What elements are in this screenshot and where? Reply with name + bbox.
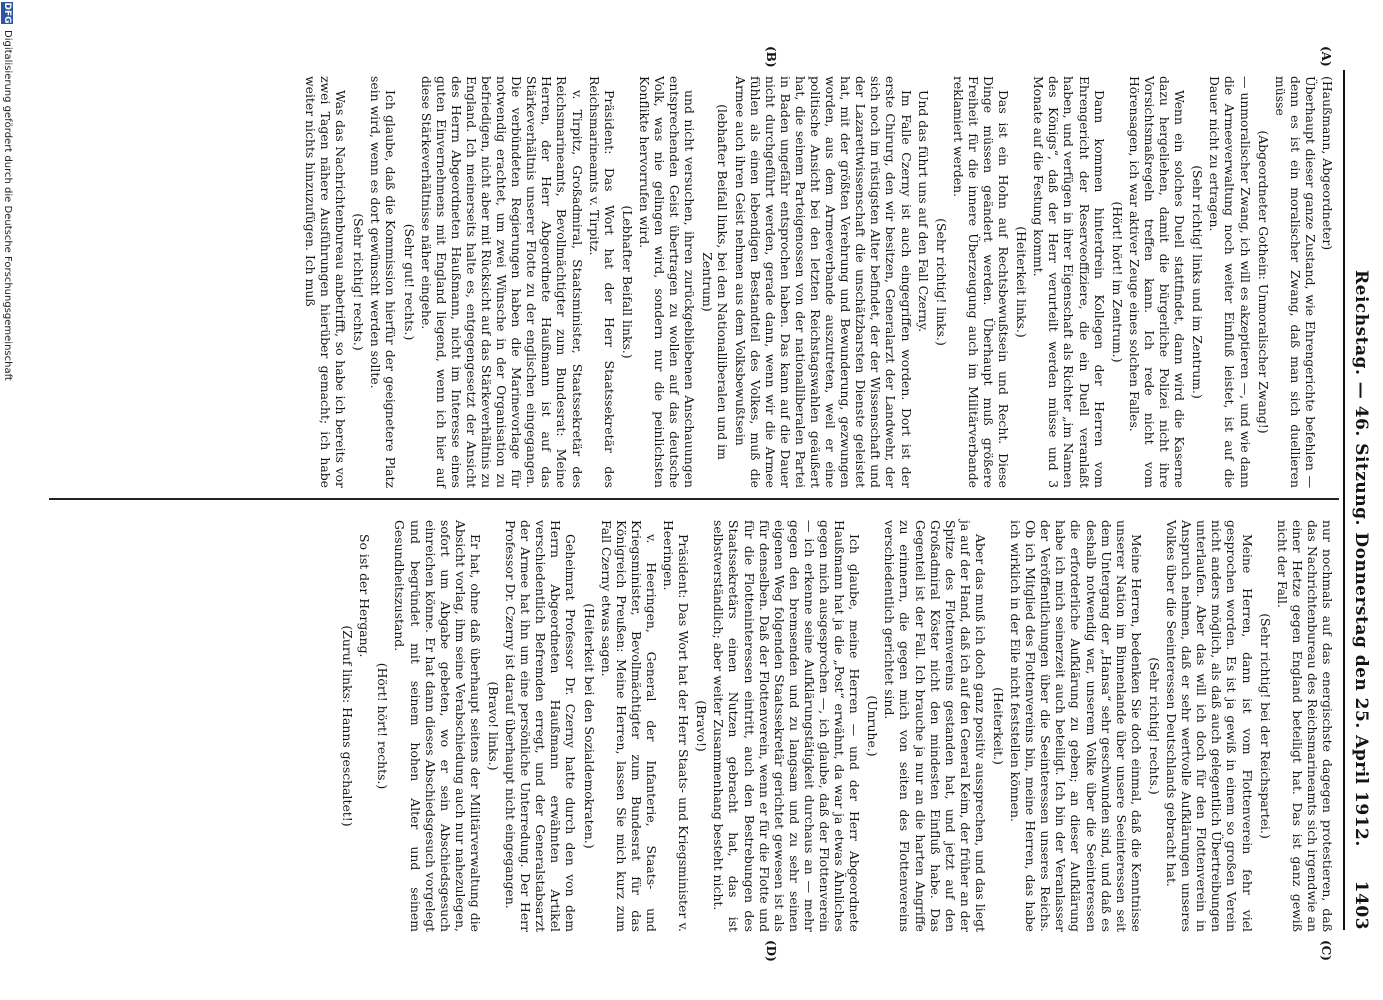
paragraph: So ist der Hergang. bbox=[357, 534, 373, 658]
interjection: (Lebhafter Beifall links.) bbox=[619, 205, 635, 359]
interjection: (Sehr richtig! links und im Zentrum.) bbox=[1190, 165, 1206, 399]
margin-mark-b: (B) bbox=[764, 46, 778, 68]
footer bbox=[0, 0, 13, 1000]
paragraph: Er hat, ohne daß überhaupt seitens der Militärverwaltung die Absicht vorlag, ihm seine Verabschiedung auch nur nahezulegen, sofort um Abgabe gebeten, wo er sein Abschiedsgesuch einreichen könne. Er hat dann dieses Abschiedsgesuch vorgelegt und begründet mit seinem hohen Alter und seinem Gesundheitszustand. bbox=[392, 520, 483, 932]
margin-mark-d: (D) bbox=[764, 940, 778, 962]
interjection: (Sehr gut! rechts.) bbox=[401, 223, 417, 341]
paragraph: Geheimrat Professor Dr. Czerny hatte durch den von dem Herrn Abgeordneten Haußmann erwähnten Artikel verschiedentlich Befremden erregt, und der Generalstabsarzt der Armee hat ihn um eine persönliche Unterredung. Der Herr Professor Dr. Czerny ist darauf überhaupt nicht eingegangen. bbox=[503, 520, 579, 932]
paragraph: Wenn ein solches Duell stattfindet, dann wird die Kaserne dazu hergeliehen, damit die bürgerliche Polizei nicht ihre Vorsichtsmaßregeln treffen kann. Ich rede nicht vom Hörensagen, ich war aktiver Zeuge eines solchen Falles. bbox=[1126, 76, 1188, 488]
funding-credit: Digitalisierung gefördert durch die Deutsche Forschungsgemeinschaft bbox=[2, 30, 13, 381]
running-title: Reichstag. — 46. Sitzung. Donnerstag den 25. April 1912. bbox=[1351, 270, 1371, 847]
paragraph: Überhaupt dieser ganze Zustand, wie Ehrengerichte befehlen — denn es ist ein moralischer Zwang, daß man sich duellieren müsse bbox=[1272, 76, 1318, 488]
paragraph: Meine Herren, bedenken Sie doch einmal, daß die Kenntnisse unserer Nation im Binnenlande über unsere Seeinteressen seit dem Untergang der „Hansa“ sehr geschwunden sind, und daß es deshalb notwendig war, unserem Volke über die Seeinteressen die erforderliche Aufklärung zu geben; an dieser Aufklärung habe ich mich seinerzeit auch beteiligt. Ich bin der Veranlasser der Veröffentlichungen über die Seeinteressen unseres Reichs. Ob ich Mitglied des Flottenvereins bin, meine Herren, das habe ich wirklich in der Eile nicht feststellen können. bbox=[1008, 520, 1144, 932]
paragraph: Im Falle Czerny ist auch eingegriffen worden. Dort ist der erste Chirurg, den wir besitzen, Generalarzt der Landwehr, der sich noch im rüstigsten Alter befindet, der der Wissenschaft und der Lazarettwissenschaft die unschätzbarsten Dienste geleistet hat, mit der größten Verehrung und Bewunderung, gezwungen worden, aus dem Armeeverbande auszutreten, weil er eine politische Ansicht bei den letzten Reichstagswahlen geäußert hat, die seinem Parteigenossen von der nationalliberalen Partei in Baden ungefähr entsprochen haben. Das kann auf die Dauer nicht durchgeführt werden, gerade dann, wenn wir die Armee fühlen als einen lebendigen Bestandteil des Volkes, muß die Armee auch ihren Geist nehmen aus dem Volksbewußtsein bbox=[732, 76, 914, 488]
paragraph: Was das Nachrichtenbureau anbetrifft, so habe ich bereits vor zwei Tagen nähere Ausführungen hierüber gemacht; ich habe weiter nichts hinzuzufügen. Ich muß bbox=[303, 76, 349, 488]
interjection: (Sehr richtig! links.) bbox=[933, 218, 949, 346]
paragraph: Ich glaube, daß die Kommission hierfür der geeignetere Platz sein wird, wenn es dort gewünscht werden sollte. bbox=[368, 76, 399, 488]
interjection: (Abgeordneter Gothein: Unmoralischer Zwang!) bbox=[1255, 130, 1271, 434]
paragraph: nur nochmals auf das energischste dagegen protestieren, daß das Nachrichtenbureau des Reichsmarineamts sich irgendwie an einer Hetze gegen England beteiligt hat. Das ist ganz gewiß nicht der Fall. bbox=[1274, 520, 1335, 932]
column-divider bbox=[49, 498, 1339, 500]
interjection: (Heiterkeit bei den Sozialdemokraten.) bbox=[581, 603, 597, 849]
dfg-logo: DFG bbox=[2, 2, 12, 24]
interjection: (Heiterkeit.) bbox=[991, 687, 1007, 765]
paragraph: Meine Herren, dann ist vom Flottenverein fehr viel gesprochen worden. Es ist ja gewiß in einem so großen Verein nicht anders möglich, als daß auch gelegentlich Übertreibungen unterlaufen. Aber das will ich doch für den Flottenverein in Anspruch nehmen, daß er sehr wertvolle Aufklärungen unseres Volkes über die Seeinteressen Deutschlands gebracht hat. bbox=[1164, 520, 1255, 932]
left-column bbox=[65, 76, 1335, 488]
interjection: (lebhafter Beifall links, bei den Nationalliberalen und im Zentrum) bbox=[700, 104, 731, 460]
interjection: (Hört! hört! rechts.) bbox=[375, 662, 391, 790]
paragraph: Dann kommen hinterdrein Kollegen der Herren vom Ehrengericht der Reserveoffiziere, die ein Duell veranlaßt haben, und verfügen in ihrer Eigenschaft als Richter „im Namen des Königs“, daß der Herr verurteilt werden müsse und 3 Monate auf die Festung kommt. bbox=[1031, 76, 1107, 488]
paragraph: — unmoralischer Zwang, ich will es akzeptieren —, und wie dann die Armeeverwaltung noch weiter Einfluß leistet, ist auf die Dauer nicht zu ertragen. bbox=[1207, 76, 1253, 488]
paragraph: Aber das muß ich doch ganz positiv aussprechen, und das liegt ja auf der Hand, daß ich auf den General Keim, der früher an der Spitze des Flottenvereins gestanden hat, und jetzt auf den Großadmiral Köster nicht den mindesten Einfluß habe. Das Gegenteil ist der Fall. Ich brauche ja nur an die harten Angriffe zu erinnern, die gegen mich von seiten des Flottenvereins verschiedentlich gerichtet sind. bbox=[882, 520, 988, 932]
interjection: (Sehr richtig! rechts.) bbox=[351, 213, 367, 351]
page-number: 1403 bbox=[1351, 880, 1371, 930]
right-column bbox=[65, 520, 1335, 932]
page-header bbox=[1343, 70, 1371, 930]
paragraph: und nicht versuchen, ihren zurückgebliebenen Anschauungen entsprechenden Geist übertragen zu wollen auf das deutsche Volk, was nie gelingen wird, sondern nur die peinlichsten Konflikte hervorrufen wird. bbox=[636, 76, 698, 488]
paragraph: Präsident: Das Wort hat der Herr Staats- und Kriegsminister v. Heeringen. bbox=[661, 520, 692, 932]
interjection: (Bravo! links.) bbox=[486, 681, 502, 771]
margin-mark-c: (C) bbox=[1319, 940, 1333, 961]
interjection: (Unruhe.) bbox=[865, 695, 881, 757]
interjection: (Heiterkeit links.) bbox=[1014, 226, 1030, 338]
interjection: (Hört! hört! im Zentrum.) bbox=[1109, 201, 1125, 363]
paragraph: v. Tirpitz, Großadmiral, Staatsminister, Staatssekretär des Reichsmarineamts, Bevollmächtigter zum Bundesrat: Meine Herren, der Herr Abgeordnete Haußmann ist auf das Stärkeverhältnis unserer Flotte zu der englischen eingegangen. Die verbündeten Regierungen haben die Marinevorlage für notwendig erachtet, um zwei Wünsche in der Organisation zu befriedigen, nicht aber mit Rücksicht auf das Stärkeverhältnis zu England. Ich meinerseits halte es, entgegengesetzt der Ansicht des Herrn Abgeordneten Haußmann, nicht im Interesse eines guten Einvernehmens mit England liegend, wenn ich hier auf diese Stärkeverhältnisse näher eingehe. bbox=[418, 76, 585, 488]
interjection: (Sehr richtig! bei der Reichspartei.) bbox=[1257, 613, 1273, 839]
paragraph: Und das führt uns auf den Fall Czerny. bbox=[915, 90, 931, 333]
margin-mark-a: (A) bbox=[1319, 46, 1333, 67]
paragraph: Präsident: Das Wort hat der Herr Staatssekretär des Reichsmarineamts v. Tirpitz. bbox=[586, 76, 617, 488]
paragraph: Ich glaube, meine Herren — und der Herr Abgeordnete Haußmann hat ja die „Post“ erwähnt, da war ja etwas Ähnliches gegen mich ausgesprochen —, ich glaube, daß der Flottenverein — ich erkenne seine Aufklärungstätigkeit durchaus an — mehr gegen den bremsenden und zu langsam und zu sehr seinen eigenen Weg folgenden Staatssekretär gerichtet gewesen ist als für denselben. Daß der Flottenverein, wenn er für die Flotte und für die Flotteninteressen eintritt, auch den Bestrebungen des Staatssekretärs einen Nutzen gebracht hat, das ist selbstverständlich; aber weiter Zusammenhang besteht nicht. bbox=[711, 520, 863, 932]
interjection: (Zuruf links: Hanns geschaltet!) bbox=[340, 625, 356, 827]
interjection: (Sehr richtig! rechts.) bbox=[1146, 657, 1162, 795]
paragraph: Das ist ein Hohn auf Rechtsbewußtsein und Recht. Diese Dinge müssen geändert werden. Überhaupt muß größere Freiheit für die innere Überzeugung auch im Militärverbande reklamiert werden. bbox=[950, 76, 1012, 488]
paragraph: v. Heeringen, General der Infanterie, Staats- und Kriegsminister, Bevollmächtigter zum Bundesrat für das Königreich Preußen: Meine Herren, lassen Sie mich kurz zum Fall Czerny etwas sagen. bbox=[598, 520, 659, 932]
paragraph: (Haußmann, Abgeordneter) bbox=[1320, 76, 1335, 251]
interjection: (Bravo!) bbox=[694, 700, 710, 752]
